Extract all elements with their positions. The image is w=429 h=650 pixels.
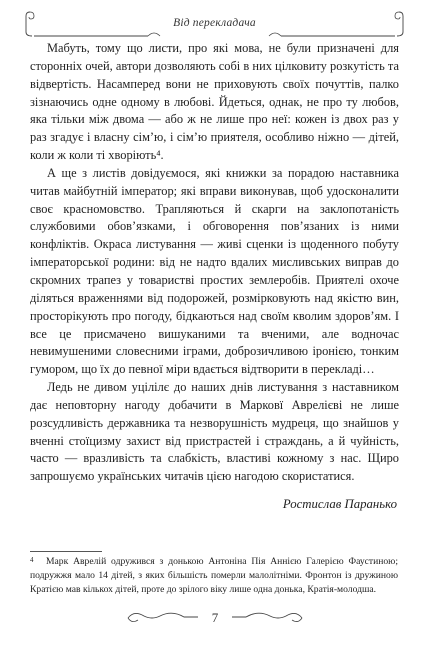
paragraph-2: А ще з листів довідуємося, які книжки за порадою наставника читав майбутній імператор; які вправи виконував, щоб удосконалити своє красномовство. Трапляються й скарги на заклопотаність службовими обов’язками, і обговорення пов’язаних із ними конфліктів. Окраса листування — живі сценки із щоденного побуту імператорської родини: від не надто вдалих мисливських виправ до скромних трапез у товаристві простих землеробів. Приятелі охоче діляться враженнями від подорожей, розмірковують над якістю вин, просторікують про погоду, бідкаються над своїм кволим здоров’ям. І все це присмачено вишуканими та вченими, але водночас невимушеними словесними іграми, доброзичливою іронією, тонким гумором, що їх до певної міри вдається відтворити в перекладі…	[30, 165, 399, 377]
page-number: 7	[211, 610, 219, 625]
page-footer	[120, 604, 310, 630]
footnote-marker: 4	[30, 556, 34, 564]
paragraph-3: Ледь не дивом уцілілє до наших днів листування з наставником дає неповторну нагоду добачити в Марковї Аврелієві не лише розсудливість державника та незворушність мудреця, що знайшов у вченні стоїцизму захист від пристрастей і страждань, а й чуйність, часто — вразливість та слабкість, властиві кожному з нас. Щиро запрошуємо українських читачів цією нагодою скористатися.	[30, 380, 399, 484]
header-title: Від перекладача	[173, 17, 256, 29]
translator-signature: Ростислав Паранько	[282, 497, 397, 511]
footnote	[30, 555, 398, 597]
body-text	[30, 40, 399, 486]
paragraph-1: Мабуть, тому що листи, про які мова, не були призначені для сторонніх очей, автори дозволяють собі в них цілковиту розкутість та відвертість. Насамперед вони не приховують своїх почуттів, палко зізнаючись одне одному в любові. Йдеться, однак, не про ту любов, яка тільки між двома — або ж не лише про неї: кожен із двох раз у раз згадує і власну сім’ю, і сім’ю приятеля, особливо ніжно — дітей, коли ж коли ті хворіють⁴.	[30, 41, 399, 163]
running-header	[24, 8, 405, 38]
footnote-text: Марк Аврелій одружився з донькою Антоніна Пія Аннією Галерією Фаустиною; подружжя мало 14 дітей, з яких більшість померли малолітніми. Фронтон із дружиною Кратією мав кількох дітей, проте до зрілого віку лише одна донька, Кратія-молодша.	[30, 556, 398, 595]
footnote-divider	[30, 551, 102, 552]
